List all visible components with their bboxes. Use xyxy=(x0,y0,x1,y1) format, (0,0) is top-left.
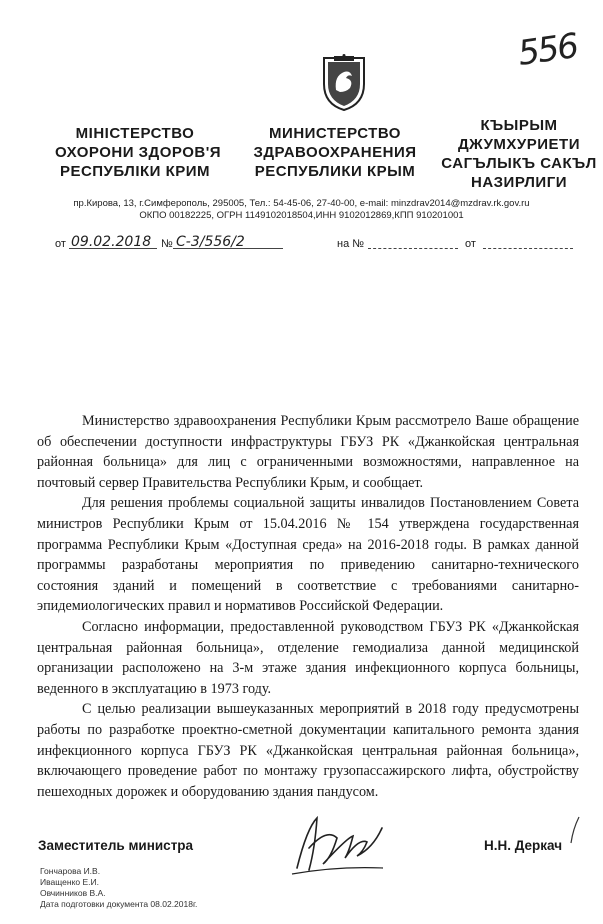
address-line-1: пр.Кирова, 13, г.Симферополь, 295005, Тел.: 54-45-06, 27-40-00, e-mail: minzdrav2014@mzdrav.rk.gov.ru xyxy=(73,198,530,209)
header-ct-line-2: ДЖУМХУРИЕТИ xyxy=(457,136,580,153)
signatory-name: Н.Н. Деркач xyxy=(484,838,563,853)
executor-2: Иващенко Е.И. xyxy=(40,877,99,887)
header-ru-line-1: МИНИСТЕРСТВО xyxy=(269,125,401,142)
handwritten-mark xyxy=(565,815,585,845)
date-underline xyxy=(69,236,157,249)
signatory-title: Заместитель министра xyxy=(38,838,194,853)
reply-date-blank xyxy=(483,236,573,249)
header-ct-line-1: КЪЫРЫМ xyxy=(480,117,558,134)
executor-1: Гончарова И.В. xyxy=(40,866,101,876)
header-ru-line-3: РЕСПУБЛИКИ КРЫМ xyxy=(254,163,416,180)
reply-number-label: на № xyxy=(337,238,365,250)
address-line-2: ОКПО 00182225, ОГРН 1149102018504,ИНН 9102012869,КПП 910201001 xyxy=(139,210,464,221)
body-paragraph-1: Министерство здравоохранения Республики Крым рассмотрело Ваше обращение об обеспечении доступности инфраструктуры ГБУЗ РК «Джанкойская центральная районная больница» для лиц с ограниченными возможностями, направленное на почтовый сервер Правительства Республики Крым, и сообщает. xyxy=(37,413,579,491)
header-ua-line-1: МІНІСТЕРСТВО xyxy=(75,125,195,142)
reply-date-label: от xyxy=(465,238,476,250)
executors-list xyxy=(40,866,197,910)
number-underline xyxy=(173,236,283,249)
body-paragraph-4: С целью реализации вышеуказанных мероприятий в 2018 году предусмотрены работы по разработке проектно-сметной документации капитального ремонта здания инфекционного корпуса ГБУЗ РК «Джанкойская центральная районная больница», включающего проведение работ по монтажу грузопассажирского лифта, обустройству пешеходных дорожек и оборудованию здания пандусом. xyxy=(37,701,579,800)
executor-3: Овчинников В.А. xyxy=(40,888,106,898)
header-ru-line-2: ЗДРАВООХРАНЕНИЯ xyxy=(253,144,417,161)
preparation-date: Дата подготовки документа 08.02.2018г. xyxy=(40,899,198,909)
reply-number-blank xyxy=(368,236,458,249)
letter-body xyxy=(37,411,579,802)
header-ct-line-3: САГЪЛЫКЪ САКЪЛ xyxy=(441,155,597,172)
number-label: № xyxy=(161,238,173,250)
incoming-stamp-number: 556 xyxy=(515,26,580,74)
registration-line xyxy=(55,236,575,254)
body-paragraph-3: Согласно информации, предоставленной руководством ГБУЗ РК «Джанкойская центральная районная больница», отделение гемодиализа данной медицинской организации расположено на 3-м этаже здания инфекционного корпуса больницы, веденного в эксплуатацию в 1973 году. xyxy=(37,618,579,697)
handwritten-signature xyxy=(287,808,387,878)
outgoing-number: С-3/556/2 xyxy=(176,234,245,250)
coat-of-arms-emblem xyxy=(320,54,368,112)
from-label: от xyxy=(55,238,66,250)
header-ct-line-4: НАЗИРЛИГИ xyxy=(471,174,567,191)
outgoing-date: 09.02.2018 xyxy=(71,234,152,250)
header-crimean-tatar xyxy=(440,116,598,192)
body-paragraph-2: Для решения проблемы социальной защиты инвалидов Постановлением Совета министров Республики Крым от 15.04.2016 № 154 утверждена государственная программа Республики Крым «Доступная среда» на 2016-2018 годы. В рамках данной программы разработаны мероприятия по приведению санитарно-технического состояния зданий и помещений в соответствие с требованиями санитарно-эпидемиологических правил и нормативов Российской Федерации. xyxy=(37,495,579,615)
header-ua-line-3: РЕСПУБЛІКИ КРИМ xyxy=(59,163,211,180)
header-russian xyxy=(250,124,420,181)
header-ua-line-2: ОХОРОНИ ЗДОРОВ'Я xyxy=(55,144,222,161)
header-ukrainian xyxy=(55,124,222,181)
